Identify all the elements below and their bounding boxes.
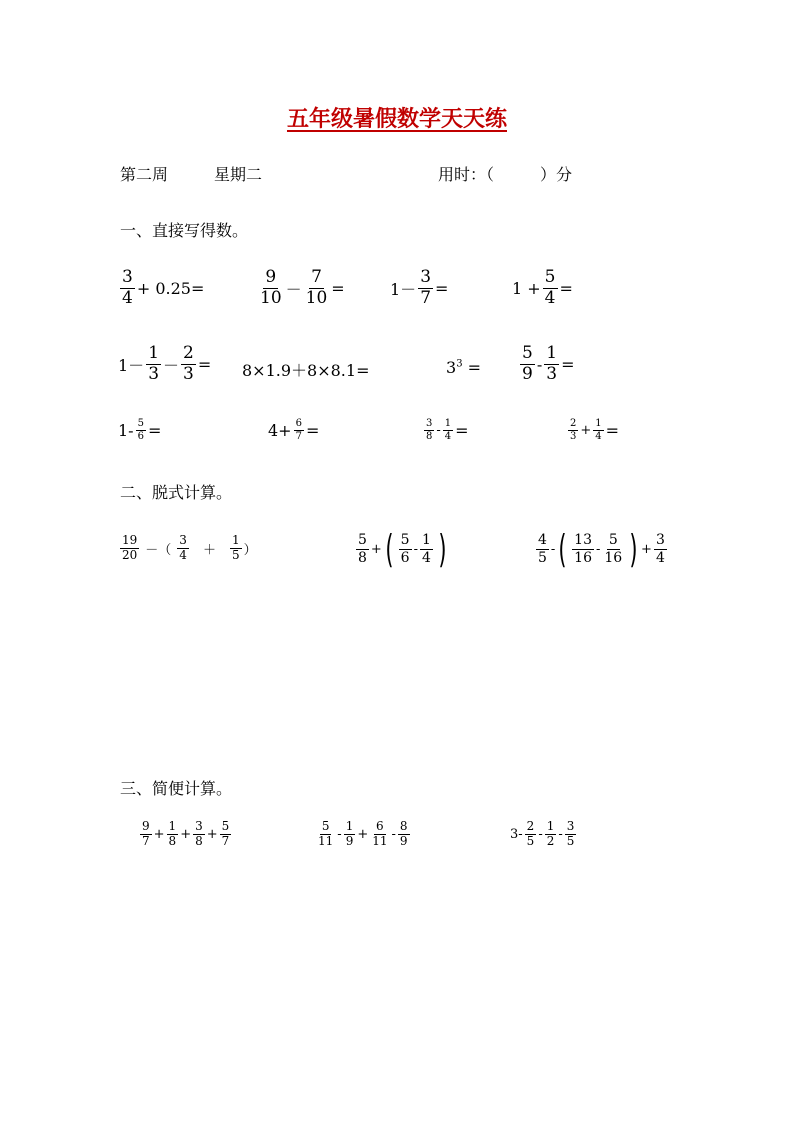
q1-j: 4+ $\frac{6}{7}$ =	[268, 418, 320, 442]
q1-l: $\frac{2}{3}$ + $\frac{1}{4}$ =	[570, 418, 620, 442]
q1-d: 1 + $\frac{5}{4}$ =	[512, 267, 573, 308]
fraction: $\frac{1}{3}$	[148, 343, 160, 384]
fraction: $\frac{3}{4}$	[655, 532, 665, 566]
fraction: $\frac{5}{6}$	[400, 532, 410, 566]
fraction: $\frac{1}{5}$	[231, 533, 240, 562]
page-title: 五年级暑假数学天天练	[286, 106, 507, 132]
time-label: 用时：（	[438, 165, 495, 184]
fraction: $\frac{5}{4}$	[544, 267, 556, 308]
q1-f: 8×1.9＋8×8.1=	[242, 361, 370, 380]
q1-b: $\frac{9}{10}$ － $\frac{7}{10}$ =	[260, 267, 345, 308]
q3-c: 3- $\frac{2}{5}$ - $\frac{1}{2}$ - $\frac{3}{5}$	[510, 819, 575, 848]
fraction: $\frac{3}{8}$	[195, 819, 203, 848]
q1-e: 1－ $\frac{1}{3}$ － $\frac{2}{3}$ =	[118, 343, 212, 384]
fraction: $\frac{7}{10}$	[305, 267, 328, 308]
fraction: $\frac{1}{4}$	[444, 418, 452, 442]
fraction: $\frac{3}{4}$	[179, 533, 187, 562]
time-unit: ）分	[540, 165, 573, 184]
q2-c: $\frac{4}{5}$ - ( $\frac{13}{16}$ - $\frac{5}{16}$ ) + $\frac{3}{4}$	[538, 527, 665, 571]
fraction: $\frac{1}{2}$	[546, 819, 555, 848]
fraction: $\frac{8}{9}$	[399, 819, 408, 848]
fraction: $\frac{3}{5}$	[566, 819, 575, 848]
fraction: $\frac{3}{4}$	[122, 267, 133, 308]
fraction: $\frac{19}{20}$	[122, 533, 138, 562]
q1-h: $\frac{5}{9}$ - $\frac{1}{3}$ =	[522, 343, 575, 384]
fraction: $\frac{1}{4}$	[595, 418, 602, 442]
fraction: $\frac{5}{6}$	[137, 418, 144, 442]
fraction: $\frac{3}{8}$	[426, 418, 433, 442]
section-heading-2: 二、脱式计算。	[120, 483, 233, 502]
section-heading-3: 三、简便计算。	[120, 779, 233, 798]
fraction: $\frac{2}{3}$	[570, 418, 577, 442]
q1-c: 1－ $\frac{3}{7}$ =	[390, 267, 449, 308]
fraction: $\frac{9}{7}$	[142, 819, 150, 848]
fraction: $\frac{5}{8}$	[358, 532, 367, 566]
fraction: $\frac{5}{16}$	[604, 532, 623, 566]
q3-b: $\frac{5}{11}$ - $\frac{1}{9}$ + $\frac{6}{11}$ - $\frac{8}{9}$	[318, 819, 408, 848]
fraction: $\frac{9}{10}$	[260, 267, 282, 308]
fraction: $\frac{1}{4}$	[421, 532, 431, 566]
q3-a: $\frac{9}{7}$ + $\frac{1}{8}$ + $\frac{3}{8}$ + $\frac{5}{7}$	[142, 819, 230, 848]
fraction: $\frac{3}{7}$	[420, 267, 432, 308]
week-label: 第二周	[120, 165, 169, 184]
fraction: $\frac{6}{7}$	[295, 418, 302, 442]
q2-b: $\frac{5}{8}$ + ( $\frac{5}{6}$ - $\frac{1}{4}$ )	[358, 527, 447, 571]
q1-i: 1- $\frac{5}{6}$ =	[118, 418, 162, 442]
day-label: 星期二	[214, 165, 263, 184]
q2-a: $\frac{19}{20}$ －（ $\frac{3}{4}$ ＋ $\frac{1}{5}$ ）	[122, 533, 257, 562]
fraction: $\frac{5}{7}$	[221, 819, 230, 848]
fraction: $\frac{6}{11}$	[372, 819, 388, 848]
q1-g: $3^3$ =	[446, 358, 482, 377]
fraction: $\frac{5}{11}$	[318, 819, 334, 848]
q1-a: $\frac{3}{4}$ + 0.25=	[122, 267, 205, 308]
q1-k: $\frac{3}{8}$ - $\frac{1}{4}$ =	[426, 418, 469, 442]
fraction: $\frac{13}{16}$	[574, 532, 592, 566]
fraction: $\frac{4}{5}$	[538, 532, 547, 566]
fraction: $\frac{1}{3}$	[546, 343, 558, 384]
fraction: $\frac{2}{3}$	[183, 343, 194, 384]
section-heading-1: 一、直接写得数。	[120, 221, 249, 240]
fraction: $\frac{2}{5}$	[526, 819, 535, 848]
fraction: $\frac{1}{8}$	[168, 819, 177, 848]
fraction: $\frac{5}{9}$	[522, 343, 533, 384]
fraction: $\frac{1}{9}$	[345, 819, 354, 848]
